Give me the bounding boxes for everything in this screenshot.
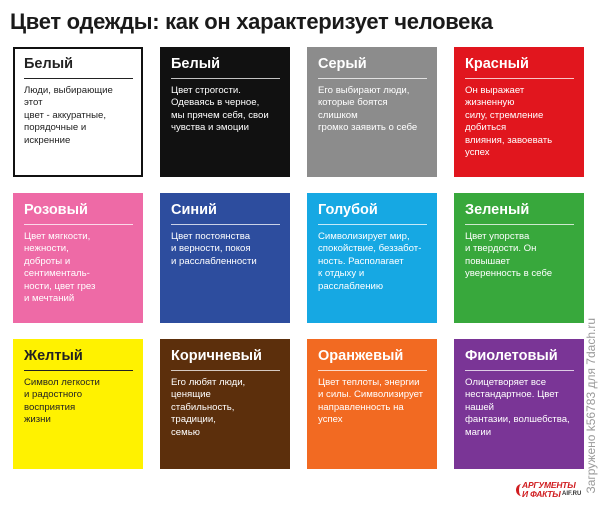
tile-description: Цвет теплоты, энергии и силы. Символизирует направленность на успех	[318, 377, 424, 426]
tile-name: Оранжевый	[318, 348, 404, 364]
tile-name: Серый	[318, 56, 367, 72]
publisher-logo	[522, 480, 588, 504]
page-title: Цвет одежды: как он характеризует человека	[10, 9, 493, 34]
color-tile-yellow	[13, 339, 143, 469]
tile-divider	[318, 370, 427, 371]
tile-divider	[171, 78, 280, 79]
tile-description: Цвет строгости. Одеваясь в черное, мы прячем себя, свои чувства и эмоции	[171, 85, 269, 134]
tile-divider	[465, 78, 574, 79]
tile-description: Его выбирают люди, которые боятся слишком громко заявить о себе	[318, 85, 418, 134]
tile-name: Зеленый	[465, 202, 530, 218]
tile-divider	[24, 78, 133, 79]
color-tile-orange	[307, 339, 437, 469]
tile-description: Символизирует мир, спокойствие, беззабот- ность. Располагает к отдыху и расслаблению	[318, 231, 422, 292]
tile-description: Олицетворяет все нестандартное. Цвет нашей фантазии, волшебства, магии	[465, 377, 570, 438]
tile-name: Голубой	[318, 202, 378, 218]
tile-description: Он выражает жизненную силу, стремление добиться влияния, завоевать успех	[465, 85, 553, 159]
tile-description: Символ легкости и радостного восприятия жизни	[24, 377, 100, 426]
color-tile-white	[13, 47, 143, 177]
tile-divider	[318, 78, 427, 79]
tile-name: Белый	[171, 56, 220, 72]
tile-name: Розовый	[24, 202, 88, 218]
color-tile-light-blue	[307, 193, 437, 323]
tile-divider	[318, 224, 427, 225]
tile-divider	[24, 224, 133, 225]
tile-divider	[465, 370, 574, 371]
tile-divider	[171, 224, 280, 225]
tile-name: Белый	[24, 56, 73, 72]
tile-name: Фиолетовый	[465, 348, 558, 364]
tile-name: Синий	[171, 202, 217, 218]
logo-line-2: И ФАКТЫ	[522, 489, 561, 499]
logo-line-1: АРГУМЕНТЫ	[522, 480, 576, 490]
color-tile-gray	[307, 47, 437, 177]
tile-description: Цвет упорства и твердости. Он повышает уверенность в себе	[465, 231, 553, 280]
logo-site: AIF.RU	[562, 491, 582, 497]
color-tile-brown	[160, 339, 290, 469]
color-tile-blue	[160, 193, 290, 323]
tile-description: Цвет мягкости, нежности, доброты и сентименталь- ности, цвет грез и мечтаний	[24, 231, 96, 305]
tile-name: Красный	[465, 56, 529, 72]
tile-name: Желтый	[24, 348, 83, 364]
tile-description: Цвет постоянства и верности, покоя и расслабленности	[171, 231, 257, 267]
color-tile-pink	[13, 193, 143, 323]
tile-description: Люди, выбирающие этот цвет - аккуратные, порядочные и искренние	[24, 85, 113, 146]
tile-name: Коричневый	[171, 348, 262, 364]
tile-divider	[465, 224, 574, 225]
tile-description: Его любят люди, ценящие стабильность, традиции, семью	[171, 377, 246, 438]
tile-divider	[171, 370, 280, 371]
color-tile-green	[454, 193, 584, 323]
color-tile-black	[160, 47, 290, 177]
color-tile-purple	[454, 339, 584, 469]
watermark: Загружено k56783 для 7dach.ru	[584, 318, 598, 494]
color-tile-red	[454, 47, 584, 177]
tile-divider	[24, 370, 133, 371]
